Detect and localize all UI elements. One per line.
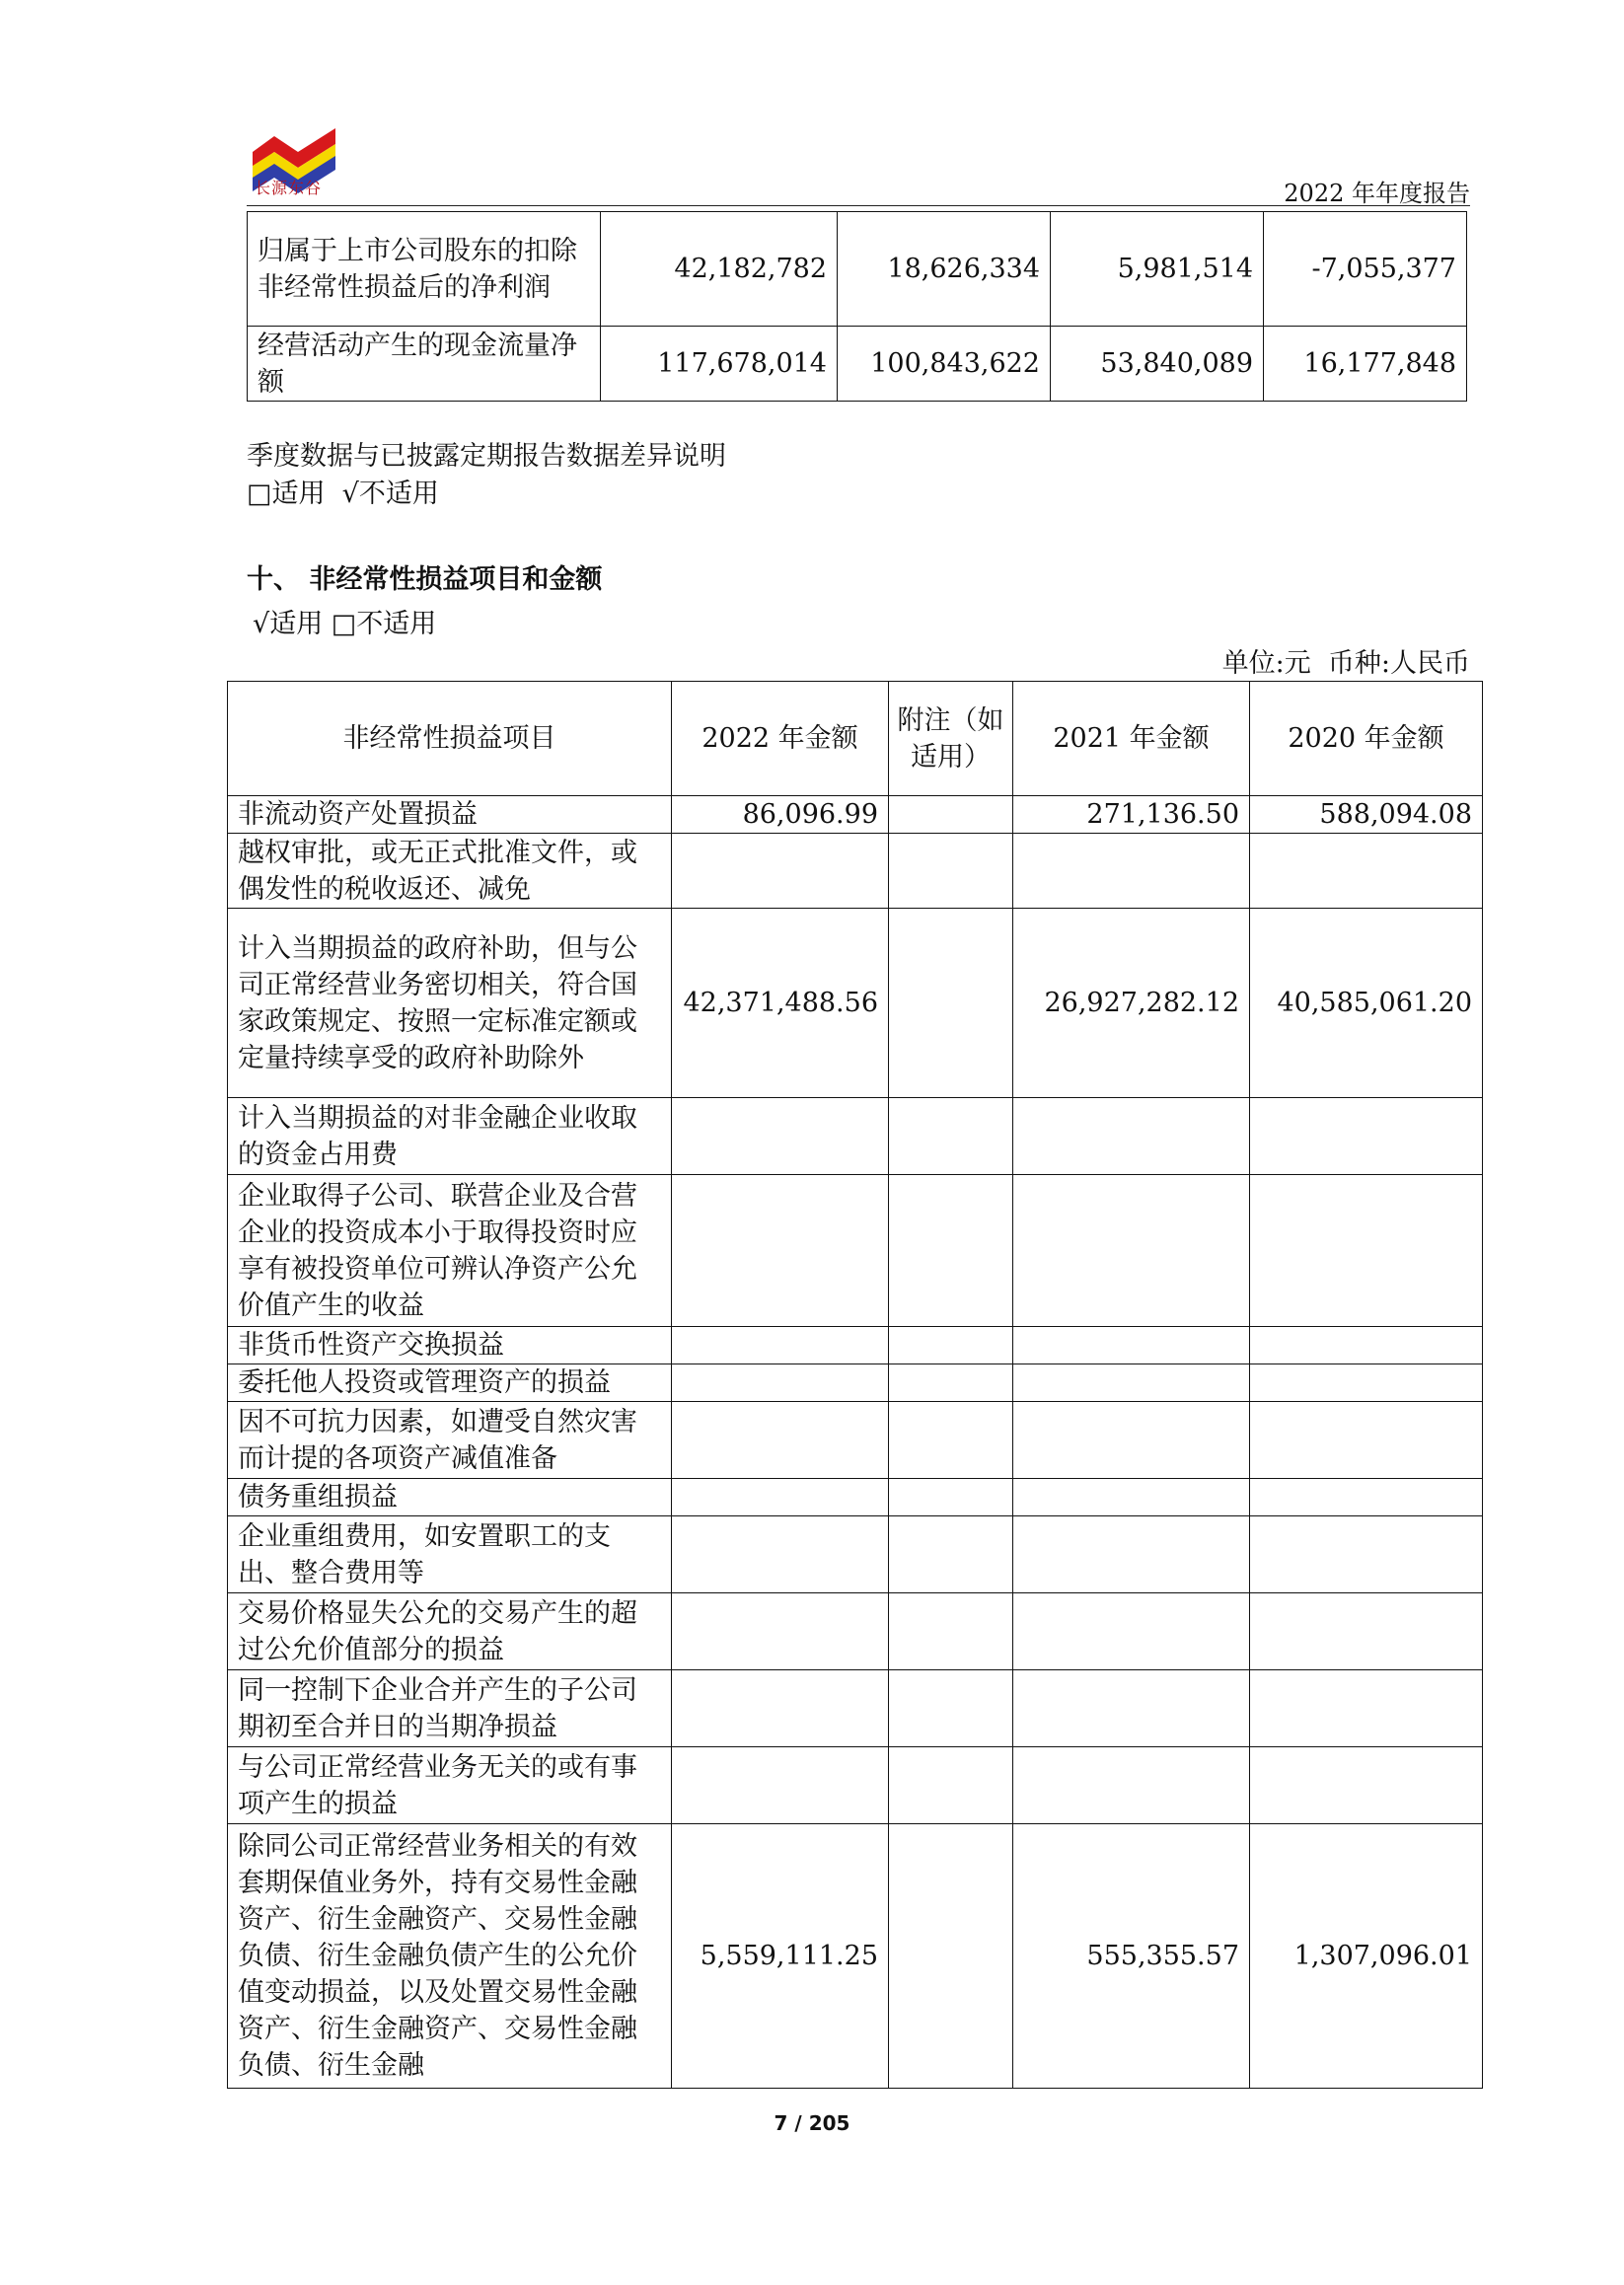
cell-2022: 5,559,111.25: [672, 1824, 889, 2089]
cell-2021: 555,355.57: [1013, 1824, 1250, 2089]
table-row: [248, 327, 1467, 402]
table-row: [228, 1479, 1483, 1516]
cell-2022: [672, 1516, 889, 1593]
column-header: 非经常性损益项目: [228, 682, 672, 796]
cell-note: [889, 909, 1013, 1098]
row-label: 因不可抗力因素，如遭受自然灾害而计提的各项资产减值准备: [228, 1402, 672, 1479]
cell-2021: [1013, 834, 1250, 909]
cell-2020: [1250, 1593, 1483, 1670]
table-row: [228, 1098, 1483, 1175]
cell-2020: [1250, 1364, 1483, 1402]
cell-2022: [672, 1364, 889, 1402]
cell-value: -7,055,377: [1264, 212, 1467, 327]
page-number: 7 / 205: [774, 2111, 850, 2135]
cell-2021: [1013, 1516, 1250, 1593]
row-label: 企业重组费用，如安置职工的支出、整合费用等: [228, 1516, 672, 1593]
table-row: [228, 909, 1483, 1098]
row-label: 越权审批，或无正式批准文件，或偶发性的税收返还、减免: [228, 834, 672, 909]
table-row: [228, 1670, 1483, 1747]
section-heading: 十、 非经常性损益项目和金额: [247, 564, 603, 595]
row-label: 非流动资产处置损益: [228, 796, 672, 834]
row-label: 交易价格显失公允的交易产生的超过公允价值部分的损益: [228, 1593, 672, 1670]
row-label: 除同公司正常经营业务相关的有效套期保值业务外，持有交易性金融资产、衍生金融资产、交易性金融负债、衍生金融负债产生的公允价值变动损益，以及处置交易性金融资产、衍生金融资产、交易性金融负债、衍生金融: [228, 1824, 672, 2089]
cell-2022: [672, 834, 889, 909]
cell-2020: [1250, 834, 1483, 909]
cell-2020: [1250, 1402, 1483, 1479]
cell-2021: [1013, 1670, 1250, 1747]
table-row: [228, 1402, 1483, 1479]
cell-note: [889, 1593, 1013, 1670]
table-row: [228, 1593, 1483, 1670]
cell-2022: [672, 1098, 889, 1175]
row-label: 归属于上市公司股东的扣除非经常性损益后的净利润: [248, 212, 601, 327]
cell-note: [889, 1747, 1013, 1824]
cell-value: 18,626,334: [838, 212, 1051, 327]
table-row: [228, 1327, 1483, 1364]
report-title: 2022 年年度报告: [1284, 180, 1470, 207]
unit-currency: 单位:元 币种:人民币: [1221, 648, 1470, 679]
row-label: 同一控制下企业合并产生的子公司期初至合并日的当期净损益: [228, 1670, 672, 1747]
row-label: 企业取得子公司、联营企业及合营企业的投资成本小于取得投资时应享有被投资单位可辨认净资产公允价值产生的收益: [228, 1175, 672, 1327]
cell-2022: [672, 1479, 889, 1516]
cell-2022: 86,096.99: [672, 796, 889, 834]
cell-2020: [1250, 1098, 1483, 1175]
cell-note: [889, 834, 1013, 909]
cell-note: [889, 1516, 1013, 1593]
cell-2022: [672, 1593, 889, 1670]
column-header: 2021 年金额: [1013, 682, 1250, 796]
table-row: [228, 1747, 1483, 1824]
row-label: 委托他人投资或管理资产的损益: [228, 1364, 672, 1402]
table-row: [228, 1175, 1483, 1327]
table-row: [248, 212, 1467, 327]
row-label: 计入当期损益的对非金融企业收取的资金占用费: [228, 1098, 672, 1175]
table-row: [228, 834, 1483, 909]
cell-value: 53,840,089: [1051, 327, 1264, 402]
table-row: [228, 1824, 1483, 2089]
section-options: √适用 □不适用: [253, 609, 437, 639]
cell-2020: [1250, 1327, 1483, 1364]
cell-2021: [1013, 1098, 1250, 1175]
cell-2022: [672, 1402, 889, 1479]
table-row: [228, 1364, 1483, 1402]
table-row: [228, 1516, 1483, 1593]
cell-2021: [1013, 1747, 1250, 1824]
cell-2020: 40,585,061.20: [1250, 909, 1483, 1098]
cell-2020: 588,094.08: [1250, 796, 1483, 834]
cell-value: 42,182,782: [601, 212, 838, 327]
cell-2022: 42,371,488.56: [672, 909, 889, 1098]
table-row: [228, 796, 1483, 834]
row-label: 经营活动产生的现金流量净额: [248, 327, 601, 402]
row-label: 债务重组损益: [228, 1479, 672, 1516]
cell-2021: [1013, 1175, 1250, 1327]
cell-value: 16,177,848: [1264, 327, 1467, 402]
cell-2020: [1250, 1516, 1483, 1593]
cell-2020: 1,307,096.01: [1250, 1824, 1483, 2089]
cell-2021: [1013, 1364, 1250, 1402]
cell-note: [889, 1402, 1013, 1479]
cell-2022: [672, 1327, 889, 1364]
cell-note: [889, 1364, 1013, 1402]
cell-note: [889, 1327, 1013, 1364]
cell-2021: [1013, 1479, 1250, 1516]
column-header: 2022 年金额: [672, 682, 889, 796]
quarterly-data-table: [247, 211, 1467, 402]
cell-2020: [1250, 1747, 1483, 1824]
cell-note: [889, 1670, 1013, 1747]
header-divider: [247, 205, 1470, 206]
cell-2022: [672, 1670, 889, 1747]
diff-note-options: □适用 √不适用: [247, 479, 439, 509]
cell-2021: 26,927,282.12: [1013, 909, 1250, 1098]
cell-note: [889, 1175, 1013, 1327]
row-label: 计入当期损益的政府补助，但与公司正常经营业务密切相关，符合国家政策规定、按照一定标准定额或定量持续享受的政府补助除外: [228, 909, 672, 1098]
cell-note: [889, 796, 1013, 834]
table-header-row: [228, 682, 1483, 796]
cell-2020: [1250, 1479, 1483, 1516]
row-label: 与公司正常经营业务无关的或有事项产生的损益: [228, 1747, 672, 1824]
logo-text: 长源东谷: [255, 179, 323, 197]
cell-value: 5,981,514: [1051, 212, 1264, 327]
cell-2021: [1013, 1402, 1250, 1479]
diff-note-title: 季度数据与已披露定期报告数据差异说明: [247, 441, 726, 472]
cell-2021: [1013, 1593, 1250, 1670]
cell-note: [889, 1479, 1013, 1516]
cell-2022: [672, 1175, 889, 1327]
column-header: 附注（如适用）: [889, 682, 1013, 796]
cell-2022: [672, 1747, 889, 1824]
cell-value: 117,678,014: [601, 327, 838, 402]
cell-2021: [1013, 1327, 1250, 1364]
row-label: 非货币性资产交换损益: [228, 1327, 672, 1364]
column-header: 2020 年金额: [1250, 682, 1483, 796]
cell-2020: [1250, 1670, 1483, 1747]
non-recurring-items-table: [227, 681, 1483, 2089]
cell-note: [889, 1824, 1013, 2089]
cell-value: 100,843,622: [838, 327, 1051, 402]
cell-2020: [1250, 1175, 1483, 1327]
cell-note: [889, 1098, 1013, 1175]
cell-2021: 271,136.50: [1013, 796, 1250, 834]
